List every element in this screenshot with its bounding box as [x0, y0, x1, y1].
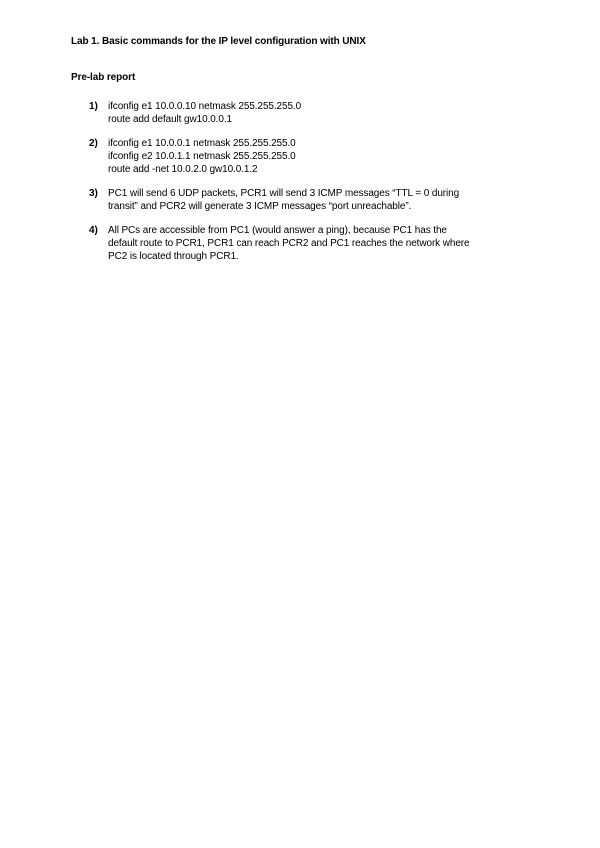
item-line: default route to PCR1, PCR1 can reach PCR2 and PC1 reaches the network where: [108, 238, 470, 249]
item-number: 1): [89, 101, 98, 112]
answer-list: [89, 100, 529, 263]
item-line: ifconfig e1 10.0.0.1 netmask 255.255.255.0: [108, 138, 296, 149]
item-number: 2): [89, 138, 98, 149]
item-line: PC1 will send 6 UDP packets, PCR1 will send 3 ICMP messages “TTL = 0 during: [108, 188, 460, 199]
item-line: ifconfig e1 10.0.0.10 netmask 255.255.255.0: [108, 101, 302, 112]
item-line: route add default gw10.0.0.1: [108, 114, 232, 125]
item-line: ifconfig e2 10.0.1.1 netmask 255.255.255.0: [108, 151, 296, 162]
list-item: [89, 100, 529, 126]
document-title: Lab 1. Basic commands for the IP level configuration with UNIX: [71, 36, 366, 47]
item-line: All PCs are accessible from PC1 (would answer a ping), because PC1 has the: [108, 225, 447, 236]
list-item: [89, 224, 529, 263]
item-line: PC2 is located through PCR1.: [108, 251, 239, 262]
list-item: [89, 187, 529, 213]
item-number: 4): [89, 225, 98, 236]
section-heading: Pre-lab report: [71, 72, 136, 83]
list-item: [89, 137, 529, 176]
item-number: 3): [89, 188, 98, 199]
item-line: route add -net 10.0.2.0 gw10.0.1.2: [108, 164, 258, 175]
item-line: transit” and PCR2 will generate 3 ICMP messages “port unreachable”.: [108, 201, 412, 212]
